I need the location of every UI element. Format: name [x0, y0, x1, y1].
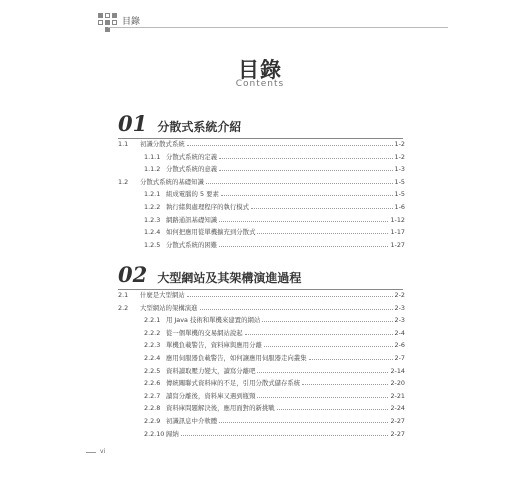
toc-entry-page: 1-5 — [394, 190, 405, 199]
toc-entry-page: 2-27 — [390, 417, 405, 425]
footer-rule — [86, 452, 96, 453]
toc-entry[interactable] — [118, 290, 405, 301]
toc-leader-dots — [219, 153, 392, 159]
toc-entry-text: 什麼是大型網站 — [140, 291, 185, 299]
toc-entry-number: 2.2.6 — [144, 379, 161, 388]
toc-leader-dots — [219, 417, 388, 423]
toc-entry[interactable] — [144, 429, 405, 440]
chapter-heading — [118, 111, 241, 137]
toc-entry-text: 讀寫分離後，資料庫又遇到瓶頸 — [166, 391, 256, 400]
header-squares-icon — [98, 13, 120, 33]
toc-entry-text: 執行緒與處理程序的執行模式 — [166, 203, 250, 211]
toc-leader-dots — [302, 379, 388, 385]
toc-entry-number: 1.1 — [118, 140, 129, 148]
toc-entry-number: 1.1.2 — [144, 165, 161, 174]
toc-entry-page: 1-2 — [394, 140, 405, 148]
page-title: 目錄 — [238, 58, 282, 82]
toc-entry-number: 1.2.4 — [144, 228, 161, 237]
toc-entry-page: 2-6 — [394, 341, 405, 350]
toc-entry[interactable] — [118, 177, 405, 188]
toc-entry-text: 單機負載警告，資料庫與應用分離 — [166, 341, 262, 350]
toc-entry[interactable] — [118, 139, 405, 150]
toc-entry-page: 1-2 — [394, 152, 405, 161]
toc-entry-page: 1-17 — [390, 228, 405, 237]
toc-entry-text: 大型網站的架構演進 — [140, 303, 198, 312]
running-header — [0, 0, 520, 40]
toc-entry-number: 2.2.1 — [144, 316, 161, 325]
toc-entry-number: 1.2.5 — [144, 240, 161, 249]
toc-entry-page: 2-14 — [390, 366, 405, 375]
toc-entry-number: 1.2.3 — [144, 215, 161, 224]
toc-entry-page: 1-27 — [390, 240, 405, 249]
toc-entry-number: 2.2.8 — [144, 404, 161, 413]
toc-entry-number: 2.2.3 — [144, 341, 161, 350]
toc-leader-dots — [251, 203, 392, 209]
toc-entry-text: 網路通訊基礎知識 — [166, 215, 218, 224]
toc-entry-text: 分散式系統的定義 — [166, 152, 218, 161]
chapter-title: 大型網站及其架構演進過程 — [157, 271, 302, 285]
toc-leader-dots — [221, 190, 393, 196]
toc-leader-dots — [262, 316, 392, 322]
toc-entry-text: 歸納 — [166, 429, 179, 438]
toc-entry-text: 初識訊息中介軟體 — [166, 417, 218, 425]
toc-entry-page: 2-20 — [390, 379, 405, 388]
page-number: vi — [100, 448, 106, 455]
toc-entry[interactable] — [144, 215, 405, 226]
toc-entry-text: 如何把應用從單機擴充到分散式 — [166, 228, 256, 237]
toc-entry-text: 資料庫問題解決後，應用面對的新挑戰 — [166, 404, 275, 413]
toc-entry-page: 2-21 — [390, 391, 405, 400]
toc-entry[interactable] — [144, 378, 405, 389]
toc-entry[interactable] — [144, 416, 405, 427]
toc-entry-page: 2-24 — [390, 404, 405, 413]
chapter-title: 分散式系統介紹 — [157, 120, 242, 134]
toc-entry-text: 分散式系統的意義 — [166, 165, 218, 174]
toc-entry[interactable] — [118, 303, 405, 314]
toc-entry[interactable] — [144, 366, 405, 377]
toc-entry-text: 資料讀取壓力變大，讀寫分離吧 — [166, 366, 256, 375]
toc-entry-number: 2.2.5 — [144, 366, 161, 375]
page-subtitle: Contents — [235, 79, 285, 89]
toc-entry-text: 初識分散式系統 — [140, 140, 185, 148]
toc-leader-dots — [245, 329, 393, 335]
toc-entry[interactable] — [144, 189, 405, 200]
toc-entry-number: 1.2 — [118, 177, 129, 186]
toc-entry-number: 2.1 — [118, 291, 129, 299]
toc-entry[interactable] — [144, 202, 405, 213]
toc-entry[interactable] — [144, 328, 405, 339]
toc-entry-page: 1-3 — [394, 165, 405, 174]
toc-entry-number: 2.2.9 — [144, 417, 161, 425]
toc-leader-dots — [257, 367, 388, 373]
toc-leader-dots — [219, 216, 388, 222]
toc-entry-page: 2-7 — [394, 354, 405, 362]
toc-leader-dots — [277, 404, 389, 410]
header-title: 目錄 — [122, 17, 141, 27]
toc-leader-dots — [309, 354, 393, 360]
toc-leader-dots — [219, 165, 392, 171]
chapter-heading — [118, 262, 301, 288]
toc-entry[interactable] — [144, 152, 405, 163]
toc-entry-text: 應用伺服器負載警告，如何讓應用伺服器走向叢集 — [166, 354, 307, 362]
toc-leader-dots — [206, 178, 393, 184]
toc-entry-page: 2-27 — [390, 429, 405, 438]
toc-entry-text: 分散式系統的困難 — [166, 240, 218, 249]
toc-leader-dots — [200, 304, 393, 310]
toc-entry-number: 2.2.2 — [144, 328, 161, 337]
toc-entry-page: 1-6 — [394, 203, 405, 211]
toc-leader-dots — [219, 241, 388, 247]
toc-entry[interactable] — [144, 315, 405, 326]
toc-entry[interactable] — [144, 353, 405, 364]
chapter-number: 01 — [118, 111, 148, 136]
toc-entry-page: 2-4 — [394, 328, 405, 337]
toc-entry[interactable] — [144, 391, 405, 402]
toc-entry-number: 2.2.7 — [144, 391, 161, 400]
toc-entry-page: 2-3 — [394, 303, 405, 312]
toc-entry-page: 2-2 — [394, 291, 405, 299]
toc-entry-text: 用 Java 技術和單機來建置的網站 — [166, 316, 261, 325]
toc-entry-number: 1.2.1 — [144, 190, 161, 199]
toc-entry[interactable] — [144, 164, 405, 175]
toc-entry[interactable] — [144, 340, 405, 351]
toc-entry[interactable] — [144, 227, 405, 238]
header-rule — [108, 27, 448, 28]
toc-entry-number: 1.2.2 — [144, 203, 161, 211]
toc-entry[interactable] — [144, 403, 405, 414]
toc-entry-page: 1-12 — [390, 215, 405, 224]
toc-leader-dots — [257, 392, 388, 398]
toc-leader-dots — [187, 291, 393, 297]
toc-entry-page: 2-3 — [394, 316, 405, 325]
toc-entry-page: 1-5 — [394, 177, 405, 186]
toc-leader-dots — [187, 140, 393, 146]
toc-entry-text: 組成電腦的 5 要素 — [166, 190, 219, 199]
toc-entry-text: 分散式系統的基礎知識 — [140, 177, 204, 186]
toc-entry-text: 從一個單機的交易網站說起 — [166, 328, 243, 337]
toc-leader-dots — [181, 430, 389, 436]
toc-leader-dots — [257, 228, 388, 234]
toc-entry-number: 1.1.1 — [144, 152, 161, 161]
toc-entry-number: 2.2 — [118, 303, 129, 312]
chapter-number: 02 — [118, 262, 148, 287]
toc-leader-dots — [264, 341, 393, 347]
toc-entry[interactable] — [144, 240, 405, 251]
toc-entry-text: 傳統關聯式資料庫的不足，引用分散式儲存系統 — [166, 379, 301, 388]
toc-entry-number: 2.2.4 — [144, 354, 161, 362]
toc-entry-number: 2.2.10 — [144, 429, 165, 438]
